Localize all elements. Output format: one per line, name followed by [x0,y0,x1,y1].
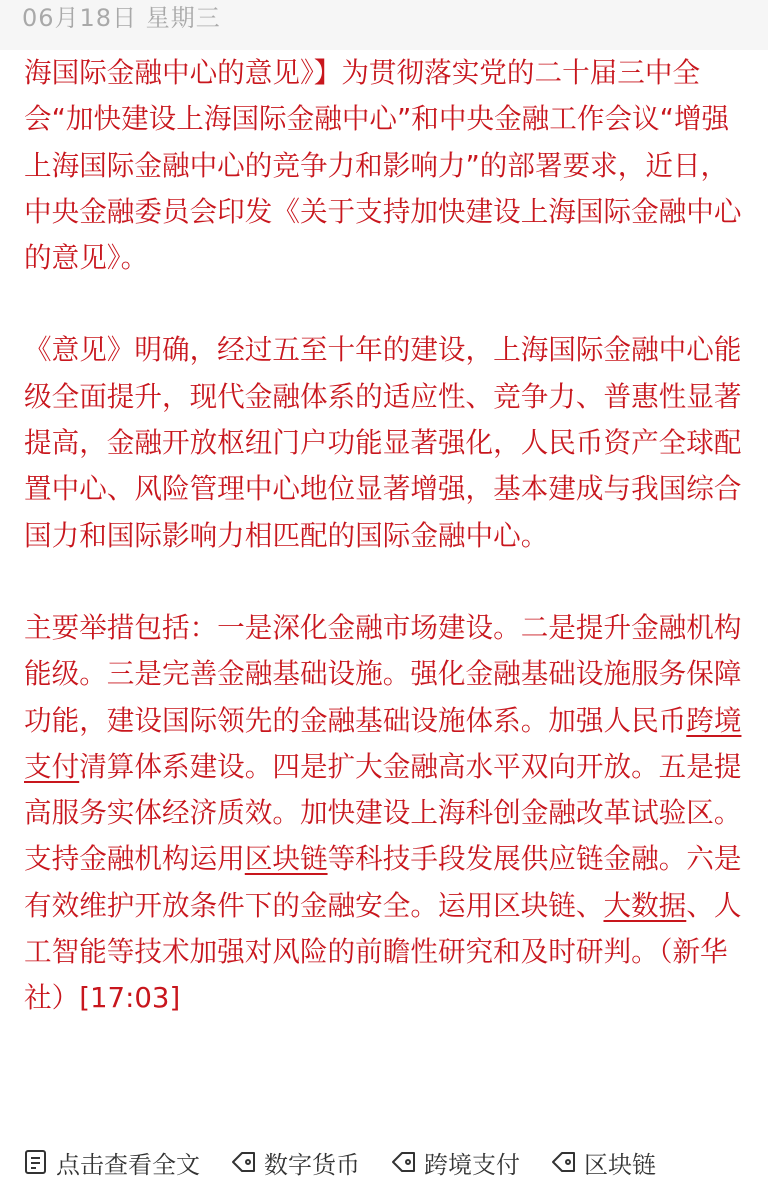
paragraph-text-segment: 等科技手段发展供应链金融。六是有效维护开放条件下的金融安全。运用区块链、 [24,842,742,922]
article-paragraph-1: 海国际金融中心的意见》】为贯彻落实党的二十届三中全会“加快建设上海国际金融中心”和中央金融工作会议“增强上海国际金融中心的竞争力和影响力”的部署要求，近日，中央金融委员会印发《关于支持加快建设上海国际金融中心的意见》。 [24,56,742,275]
tag-icon [550,1148,578,1176]
paragraph-text-segment: 、人工智能等技术加强对风险的前瞻性研究和及时研判。（新华社）[17:03] [24,888,742,1015]
paragraph-text-segment: 主要举措包括：一是深化金融市场建设。二是提升金融机构能级。三是完善金融基础设施。强化金融基础设施服务保障功能，建设国际领先的金融基础设施体系。加强人民币 [24,610,742,737]
view-full-text-label: 点击查看全文 [56,1150,200,1179]
cross-border-payment-link[interactable]: 跨境支付 [24,703,742,783]
date-header-bar [0,0,768,50]
tag-icon [230,1148,258,1176]
article-paragraph-3 [24,605,748,1022]
big-data-link[interactable]: 大数据 [603,888,687,922]
tag-icon [390,1148,418,1176]
tag-blockchain[interactable] [550,1145,656,1180]
document-icon [22,1148,50,1176]
tag-cross-border-payment[interactable] [390,1145,520,1180]
article-paragraph-2: 《意见》明确，经过五至十年的建设，上海国际金融中心能级全面提升，现代金融体系的适应性、竞争力、普惠性显著提高，金融开放枢纽门户功能显著强化，人民币资产全球配置中心、风险管理中心地位显著增强，基本建成与我国综合国力和国际影响力相匹配的国际金融中心。 [24,333,742,552]
article-body [24,50,748,1022]
paragraph-text-segment: 清算体系建设。四是扩大金融高水平双向开放。五是提高服务实体经济质效。加快建设上海科创金融改革试验区。支持金融机构运用 [24,749,742,876]
tag-label: 跨境支付 [424,1150,520,1179]
article-footer-bar [22,1142,656,1182]
tag-label: 数字货币 [264,1150,360,1179]
blockchain-link[interactable]: 区块链 [244,842,328,876]
date-header: 06月18日 星期三 [22,4,221,32]
tag-digital-currency[interactable] [230,1145,360,1180]
view-full-text-button[interactable] [22,1145,200,1180]
tag-label: 区块链 [584,1150,656,1179]
